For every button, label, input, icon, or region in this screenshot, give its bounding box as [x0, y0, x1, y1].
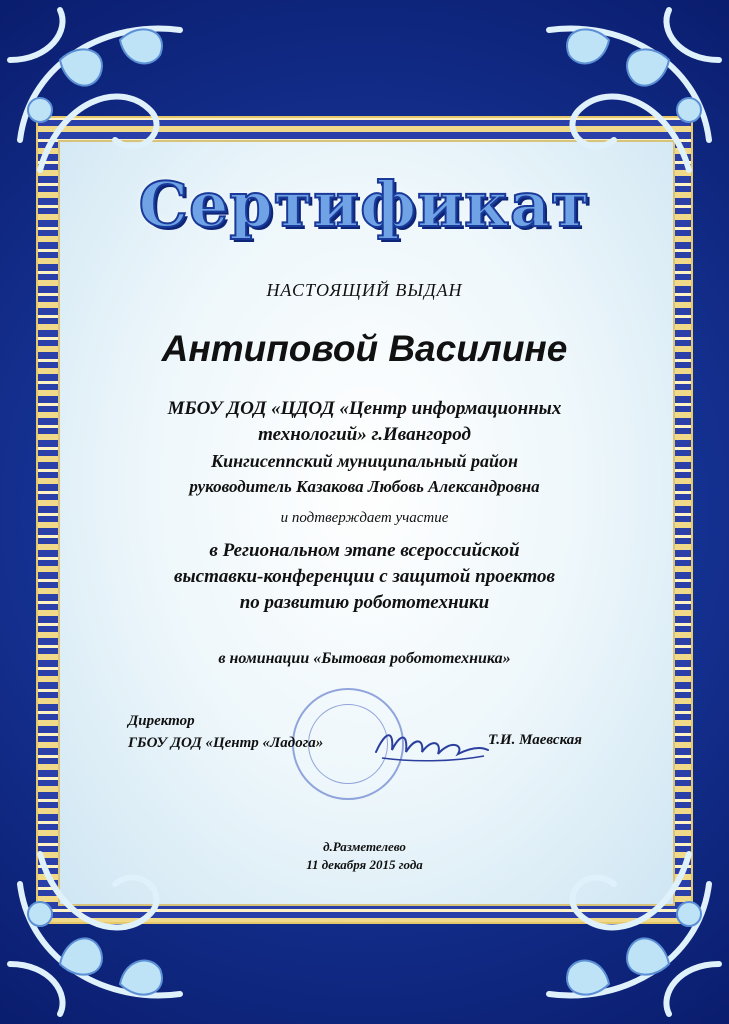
confirms-line: и подтверждает участие	[280, 510, 449, 526]
event-line: по развитию робототехники	[239, 592, 490, 613]
organization-line: Кингисеппский муниципальный район	[210, 451, 519, 471]
organization-line: руководитель Казакова Любовь Александровна	[189, 477, 540, 496]
place-line: д.Разметелево	[323, 839, 406, 854]
place-date	[0, 838, 729, 874]
organization-block	[0, 396, 729, 500]
event-line: выставки-конференции с защитой проектов	[173, 566, 556, 587]
recipient-name: Антиповой Василине	[161, 328, 568, 369]
event-line: в Региональном этапе всероссийской	[209, 540, 520, 561]
signatory-name: Т.И. Маевская	[488, 732, 583, 748]
nomination-line: в номинации «Бытовая робототехника»	[218, 650, 511, 667]
handwritten-signature	[372, 722, 492, 768]
certificate-title: Сертификат	[138, 168, 591, 241]
signatory-position-line: Директор	[128, 713, 195, 729]
date-line: 11 декабря 2015 года	[306, 857, 423, 872]
organization-line: технологий» г.Ивангород	[258, 424, 471, 445]
issued-line: НАСТОЯЩИЙ ВЫДАН	[266, 280, 463, 300]
signatory-position	[128, 710, 323, 754]
organization-line: МБОУ ДОД «ЦДОД «Центр информационных	[167, 398, 562, 419]
event-block	[0, 538, 729, 616]
signatory-position-line: ГБОУ ДОД «Центр «Ладога»	[128, 735, 324, 751]
